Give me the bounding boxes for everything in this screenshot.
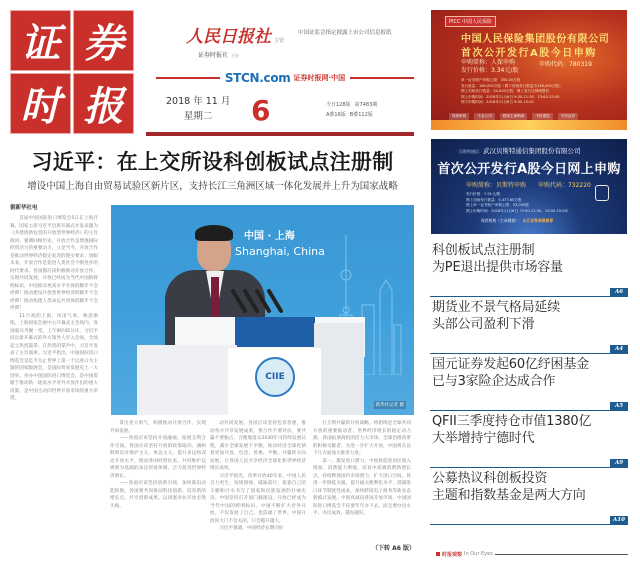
masthead bbox=[8, 8, 415, 136]
podium-panel bbox=[235, 317, 315, 347]
microphones-icon bbox=[229, 287, 289, 315]
speaker-hair bbox=[195, 225, 233, 241]
speaker-tie bbox=[211, 277, 219, 317]
article-column-4 bbox=[313, 420, 411, 548]
continued-note[interactable]: （下转 A6 版） bbox=[372, 545, 415, 552]
photo-credit: 新华社记者 摄 bbox=[375, 403, 404, 408]
article-column-1 bbox=[10, 215, 98, 555]
ad-company bbox=[459, 146, 581, 155]
satellite-icon bbox=[595, 185, 609, 201]
fine-line: 网下申购时间：2018年11月6日 9:30-15:00 bbox=[461, 100, 534, 105]
company-logo-text: 贝斯特通信 bbox=[459, 149, 479, 154]
photo-banner-en: Shanghai, China bbox=[235, 245, 325, 258]
page-tag[interactable]: A4 bbox=[610, 345, 628, 353]
ad-glow bbox=[431, 120, 627, 130]
ad-sponsors bbox=[449, 112, 609, 120]
page-tag[interactable]: A9 bbox=[610, 459, 628, 467]
host-role: 主办 bbox=[231, 53, 240, 58]
subscribe-name: 申购简称：人保申购 bbox=[461, 59, 516, 66]
divider bbox=[350, 77, 414, 79]
subscribe-name: 申购简称：贝斯特申购 bbox=[466, 182, 527, 189]
ad-title: 中国人民保险集团股份有限公司 bbox=[461, 34, 610, 45]
logo-char: 证 bbox=[10, 10, 71, 71]
teaser-item[interactable] bbox=[430, 468, 628, 525]
paragraph: ——各国应该坚持开放融通，拓展互利合作空间。各国应该坚持开放的政策取向，旗帜鲜明反对保护主义、单边主义，提升多边和双边开放水平，推动各国经贸往来，共同维护以规则为基础的多边贸易体制，合力促进世界经济增长。 bbox=[110, 436, 206, 479]
paragraph: 11月初的上海，风清气爽，秋意渐浓。上海国家会展中心开幕式主会场内，各国嘉宾齐聚一堂。上午9时45分许，习近平同出席开幕式的外方领导人步入会场，全场起立热烈鼓掌。在热烈的掌声中，习近平发表了主旨演讲。习近平指出，中国国际进口博览会是迄今为止世界上第一个以进口为主题的国家级展会，是国际贸易发展史上一大创举。举办中国国际进口博览会，是中国着眼于推动新一轮高水平对外开放作出的重大决策，是中国主动向世界开放市场的重大举措。 bbox=[10, 313, 98, 401]
section-a: A叠16版 bbox=[326, 112, 346, 118]
ad-fine-print bbox=[466, 192, 570, 214]
page-tag[interactable]: A5 bbox=[610, 402, 628, 410]
podium-side bbox=[314, 323, 364, 415]
ad-sponsor bbox=[481, 218, 553, 224]
right-column bbox=[428, 0, 640, 564]
issue-date bbox=[166, 94, 230, 124]
ad-picc-ipo[interactable] bbox=[431, 10, 627, 130]
logo-char: 时 bbox=[10, 73, 71, 134]
pages-today: 今日128版 bbox=[326, 102, 351, 108]
paragraph: 习近平指出，改革开放40年来，中国人民自力更生、发愤图强、砥砺前行，依靠自己的辛勤和汗水书写了国家和民族发展的壮丽史诗。中国坚持打开国门搞建设，开放已经成为当代中国的鲜明标识。中国不断扩大对外开放，不仅发展了自己，也造福了世界。中国开放的大门不会关闭，只会越开越大。 bbox=[210, 473, 306, 524]
square-bullet-icon bbox=[436, 552, 440, 556]
teaser-line: 大举增持宁德时代 bbox=[432, 431, 535, 446]
sponsor-label: 保荐机构（主承销商）： bbox=[481, 218, 523, 223]
fine-line: 发行数量：180,000万股（网下初始发行数量为126,000万股） bbox=[461, 83, 563, 88]
teaser-line: 国元证券发起60亿纾困基金 bbox=[432, 357, 589, 372]
issue-info bbox=[326, 100, 381, 120]
fine-line: 网上申购时间：2018年11月6日（9:30-11:30，13:00-15:00） bbox=[466, 208, 571, 213]
newspaper-logo bbox=[10, 10, 134, 134]
column-title-cn: 时报观察 bbox=[442, 551, 463, 558]
logo-char: 券 bbox=[73, 10, 134, 71]
byline: 据新华社电 bbox=[10, 205, 38, 211]
teaser-item[interactable] bbox=[430, 297, 628, 354]
publisher-name: 人民日报社 bbox=[186, 27, 271, 47]
page-tag[interactable]: A6 bbox=[610, 288, 628, 296]
sponsor-name: 长江证券承销保荐 bbox=[522, 218, 554, 223]
ad-title: 首次公开发行A股今日网上申购 bbox=[437, 162, 621, 177]
divider bbox=[495, 554, 628, 555]
sponsor: 中信证券 bbox=[558, 113, 578, 120]
publisher-role: 主管 bbox=[274, 38, 285, 44]
teaser-item[interactable] bbox=[430, 240, 628, 297]
column-header-in-our-eyes bbox=[436, 549, 628, 559]
teaser-line: 为PE退出提供市场容量 bbox=[432, 260, 563, 275]
teaser-line: QFII三季度持仓市值1380亿 bbox=[432, 414, 592, 429]
subscribe-code: 申购代码：780319 bbox=[539, 61, 592, 68]
article-column-2 bbox=[110, 420, 206, 555]
fine-line: 单一证券账户申购上限：355.00万股 bbox=[461, 78, 521, 82]
page-tag[interactable]: A10 bbox=[610, 516, 628, 524]
website-link[interactable]: STCN.com bbox=[224, 71, 291, 85]
fine-line: 网上初始发行数量：5,377.60万股 bbox=[466, 197, 522, 202]
fine-line: 网上单一证券账户申购上限：53,000股 bbox=[466, 203, 529, 208]
date-month: 2018 年 11 月 bbox=[166, 96, 231, 107]
teaser-line: 公募热议科创板投资 bbox=[432, 471, 548, 486]
lead-subhead: 增设中国上海自由贸易试验区新片区，支持长江三角洲区域一体化发展并上升为国家战略 bbox=[27, 181, 398, 192]
sponsor: 保荐机构 bbox=[449, 113, 469, 120]
ciie-logo: CIIE bbox=[255, 357, 295, 397]
fine-line: 发行价格：7.91元/股 bbox=[466, 192, 501, 196]
teaser-title bbox=[432, 242, 563, 276]
fine-line: 网上申购时间：2018年11月6日 9:30-11:30，13:00-15:00 bbox=[461, 94, 560, 99]
teaser-line: 头部公司盈利下滑 bbox=[432, 317, 535, 332]
teaser-title bbox=[432, 470, 586, 504]
date-weekday: 星期二 bbox=[183, 111, 213, 122]
podium-side bbox=[137, 345, 237, 415]
sponsor: 中金公司 bbox=[474, 113, 494, 120]
issue-price: 发行价格：3.34元/股 bbox=[461, 67, 519, 74]
date-day: 6 bbox=[251, 94, 271, 127]
teaser-line: 主题和指数基金是两大方向 bbox=[432, 488, 586, 503]
teaser-title bbox=[432, 413, 591, 447]
lead-photo bbox=[111, 205, 414, 415]
paragraph: 首届中国国际进口博览会5日在上海开幕。国家主席习近平出席开幕式并发表题为《共建创新包容的开放型世界经济》的主旨演讲，强调回顾历史，开放合作是增强国际经贸活力的重要动力，立足当今，开放合作是推动世界经济稳定复苏的现实要求；放眼未来，开放合作是促进人类社会不断进步的时代要求。各国都应该积极推动开放合作，实现共同发展。开放已经成为当代中国的鲜明标识。中国推动更高水平开放的脚步不会停滞！推动建设开放型世界经济的脚步不会停滞！推动构建人类命运共同体的脚步不会停滞！ bbox=[10, 216, 98, 311]
teaser-title bbox=[432, 356, 589, 390]
ad-brand-tag: PICC 中国人民保险 bbox=[445, 16, 496, 27]
column-title-en: In Our Eyes bbox=[464, 551, 493, 557]
teaser-line: 科创板试点注册制 bbox=[432, 243, 535, 258]
paragraph: 习近平强调，中国经济长期向好 bbox=[219, 526, 284, 531]
ad-subtitle: 首次公开发行A股今日申购 bbox=[461, 48, 597, 59]
paragraph: 行互利共赢的开放战略，将始终是全球共同开放的重要推动者、世界经济增长的稳定动力源、各国拓展商机的活力大市场、全球治理改革的积极贡献者。为进一步扩大开放，中国将在以下几方面加大推进力度。 bbox=[313, 421, 411, 456]
teaser-line: 期货业不景气格局延续 bbox=[432, 300, 561, 315]
sponsor: 联席主承销商 bbox=[500, 113, 528, 120]
logo-char: 报 bbox=[73, 73, 134, 134]
sponsor: 中信建投 bbox=[532, 113, 552, 120]
article-column-3 bbox=[210, 420, 306, 555]
teaser-list bbox=[430, 240, 628, 525]
teaser-item[interactable] bbox=[430, 354, 628, 411]
photo-banner-cn: 中国 · 上海 bbox=[244, 231, 295, 242]
ad-best-ipo[interactable] bbox=[431, 139, 627, 234]
teaser-line: 已与3家险企达成合作 bbox=[432, 374, 556, 389]
publisher bbox=[186, 22, 284, 47]
host bbox=[198, 50, 239, 59]
designation: 中国证监会指定披露上市公司信息报纸 bbox=[298, 30, 392, 36]
website-cn: 证券时报网·中国 bbox=[293, 74, 346, 82]
ad-fine-print bbox=[461, 78, 601, 106]
ad-codes bbox=[466, 180, 601, 189]
paragraph: 拿出更大勇气，积极推动开放合作，实现共同发展。 bbox=[110, 421, 206, 434]
paragraph: 第一，激发进口潜力。中国将促进居民收入增加、消费能力增强，培育中高端消费新增长点，持续释放国内市场潜力，扩大进口空间。将进一步降低关税，提升通关便利化水平，削减进口环节制度性成本，加快跨境电子商务等新业态新模式发展。中国真诚向各国开放市场，中国国际进口博览会不仅要年年办下去，而且要办出水平、办出成效、越办越好。 bbox=[313, 458, 411, 516]
website-banner bbox=[156, 71, 414, 85]
ad-info bbox=[461, 59, 518, 75]
issue-number: 第7483期 bbox=[354, 102, 378, 108]
subscribe-code: 申购代码：732220 bbox=[537, 182, 591, 189]
section-b: B叠112版 bbox=[349, 112, 373, 118]
company-name: 武汉贝斯特通信集团股份有限公司 bbox=[483, 147, 581, 155]
masthead-rule bbox=[146, 132, 414, 136]
host-name: 证券时报社 bbox=[198, 52, 229, 59]
paragraph: 动共同发展。各国应该坚持包容普惠，推动各方共享发展成果，要合作不要对抗，要共赢不要独占，合理地落实2030年可持续发展议程，减少全球发展不平衡，推动经济全球化朝着更加开放、包容、普惠、平衡、共赢的方向发展，让各国人民共享经济全球化和世界经济增长成果。 bbox=[210, 421, 306, 471]
teaser-item[interactable] bbox=[430, 411, 628, 468]
teaser-title bbox=[432, 299, 560, 333]
paragraph: ——各国应该坚持创新引领，加快新旧动能转换。各国要共同推动科技创新、培育新的增长点，共享创新成果。以闭塞对抗开放必然失败。 bbox=[110, 481, 206, 509]
lead-headline[interactable]: 习近平：在上交所设科创板试点注册制 bbox=[31, 150, 394, 174]
divider bbox=[156, 77, 220, 79]
fine-line: 网上初始发行数量：54,000万股，网上发行比例调整后 bbox=[461, 89, 550, 94]
